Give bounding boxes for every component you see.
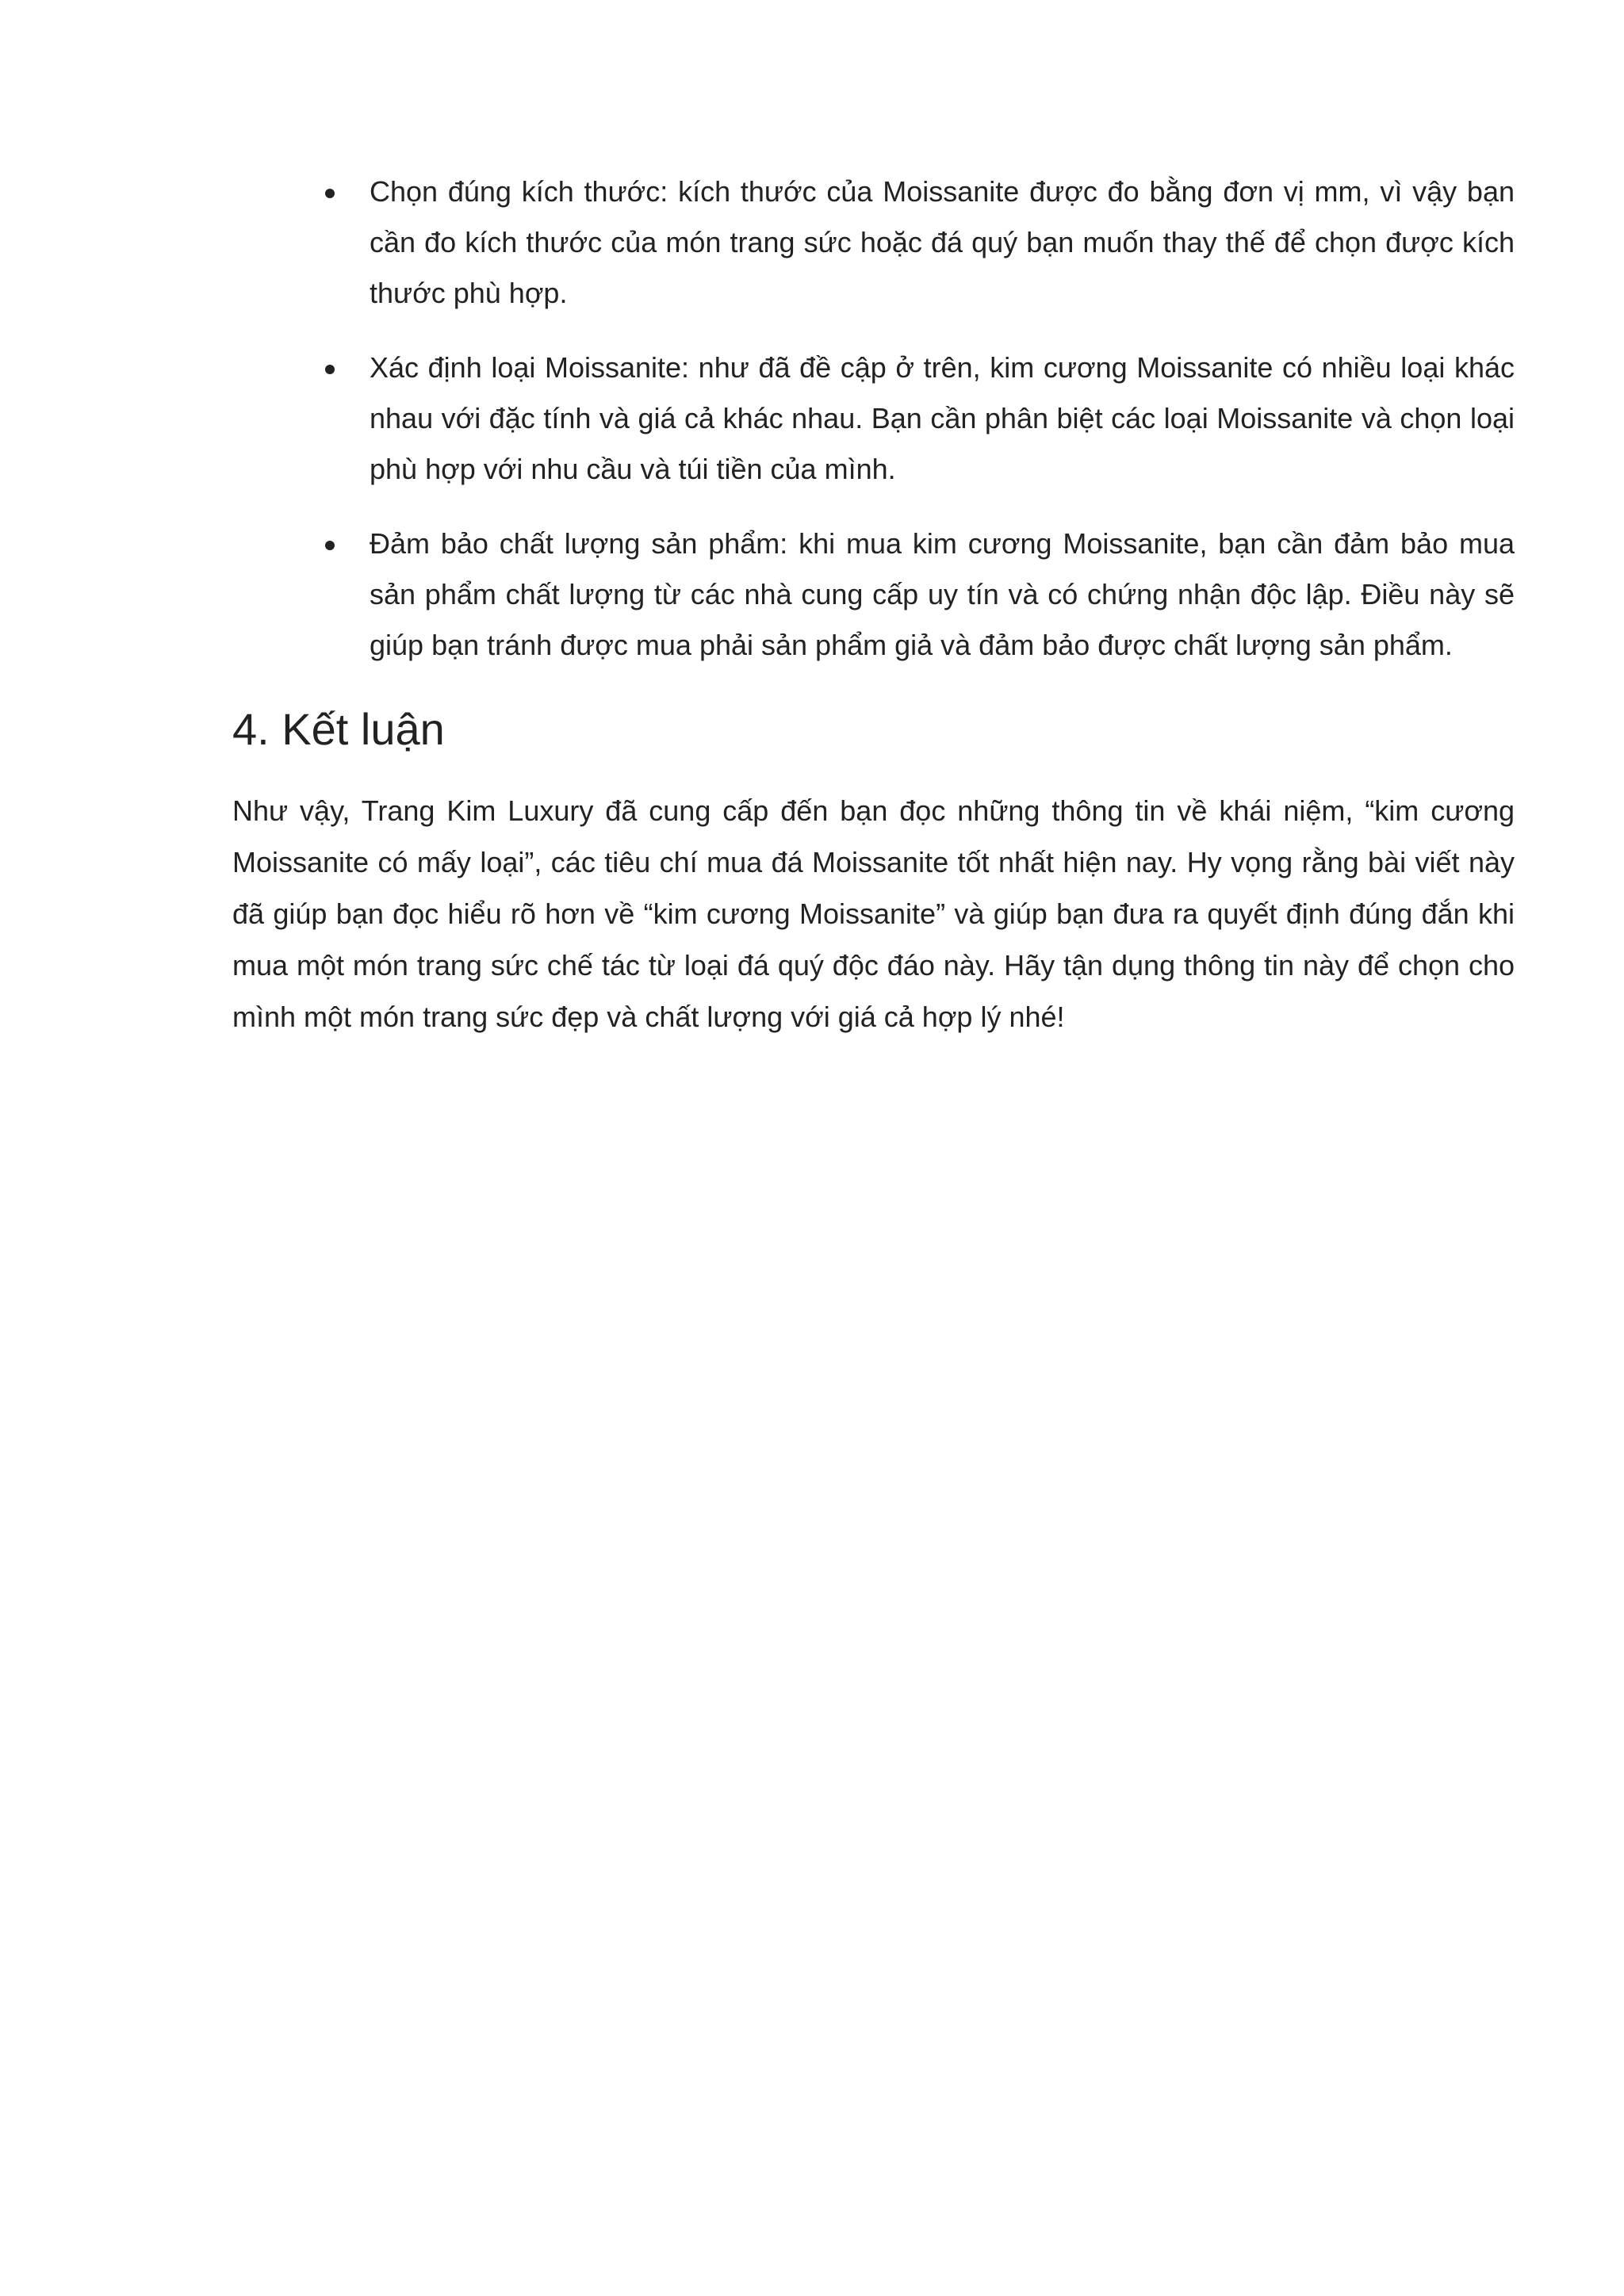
- bullet-item-quality: [317, 519, 1515, 671]
- conclusion-paragraph: Như vậy, Trang Kim Luxury đã cung cấp đến bạn đọc những thông tin về khái niệm, “kim cương Moissanite có mấy loại”, các tiêu chí mua đá Moissanite tốt nhất hiện nay. Hy vọng rằng bài viết này đã giúp bạn đọc hiểu rõ hơn về “kim cương Moissanite” và giúp bạn đưa ra quyết định đúng đắn khi mua một món trang sức chế tác từ loại đá quý độc đáo này. Hãy tận dụng thông tin này để chọn cho mình một món trang sức đẹp và chất lượng với giá cả hợp lý nhé!: [232, 794, 1515, 1033]
- bullet-dot-icon: [325, 541, 335, 550]
- criteria-bullet-list: [317, 166, 1515, 695]
- bullet-dot-icon: [325, 189, 335, 198]
- bullet-text: Đảm bảo chất lượng sản phẩm: khi mua kim cương Moissanite, bạn cần đảm bảo mua sản phẩm chất lượng từ các nhà cung cấp uy tín và có chứng nhận độc lập. Điều này sẽ giúp bạn tránh được mua phải sản phẩm giả và đảm bảo được chất lượng sản phẩm.: [370, 527, 1515, 661]
- bullet-item-size: [317, 166, 1515, 319]
- bullet-dot-icon: [325, 365, 335, 374]
- bullet-item-type: [317, 342, 1515, 495]
- section-heading: 4. Kết luận: [232, 704, 445, 754]
- bullet-text: Xác định loại Moissanite: như đã đề cập ở trên, kim cương Moissanite có nhiều loại khác nhau với đặc tính và giá cả khác nhau. Bạn cần phân biệt các loại Moissanite và chọn loại phù hợp với nhu cầu và túi tiền của mình.: [370, 351, 1515, 485]
- bullet-text: Chọn đúng kích thước: kích thước của Moissanite được đo bằng đơn vị mm, vì vậy bạn cần đo kích thước của món trang sức hoặc đá quý bạn muốn thay thế để chọn được kích thước phù hợp.: [370, 175, 1515, 309]
